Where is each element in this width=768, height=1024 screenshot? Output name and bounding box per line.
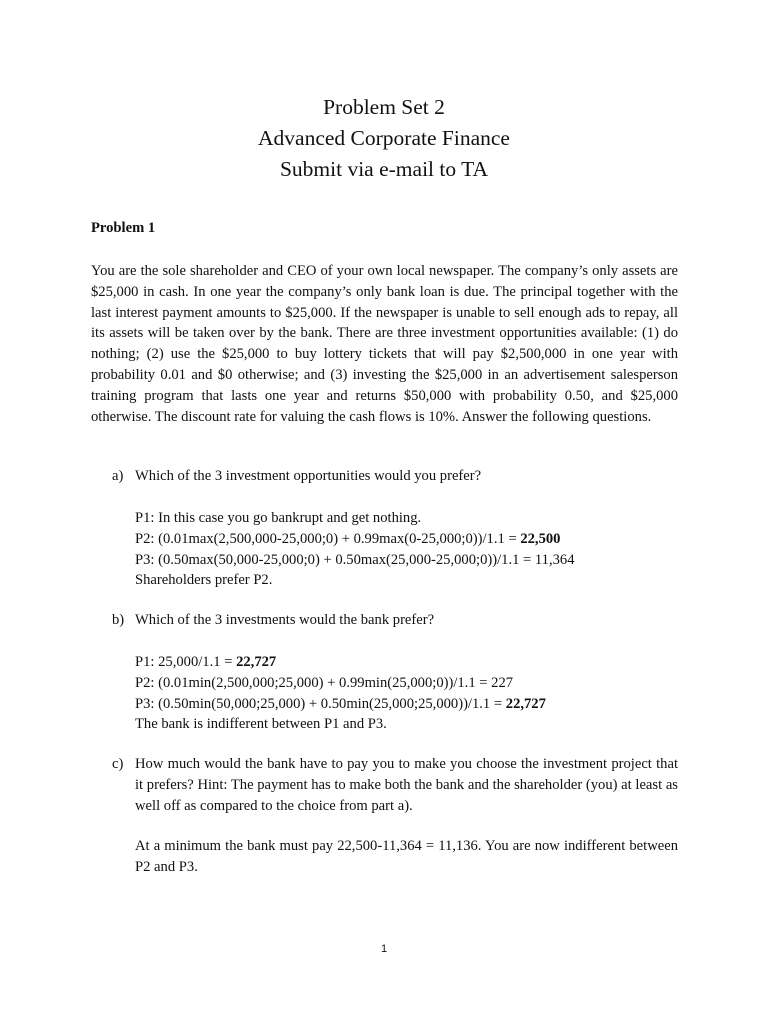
answer-b-p1-formula: P1: 25,000/1.1 = bbox=[135, 654, 237, 670]
answer-a-p2-formula: P2: (0.01max(2,500,000-25,000;0) + 0.99max(0-25,000;0))/1.1 = bbox=[135, 530, 521, 547]
answer-b-p3 bbox=[135, 694, 678, 715]
title-course: Advanced Corporate Finance bbox=[258, 126, 510, 150]
answer-a-p1: P1: In this case you go bankrupt and get nothing. bbox=[135, 510, 422, 526]
problem-1-heading: Problem 1 bbox=[91, 220, 156, 236]
question-b-text: Which of the 3 investments would the bank prefer? bbox=[135, 612, 435, 628]
answer-b-p3-result: 22,727 bbox=[505, 695, 546, 712]
answer-c-text: At a minimum the bank must pay 22,500-11,364 = 11,136. You are now indifferent between P2 and P3. bbox=[135, 838, 678, 875]
answer-b-p1 bbox=[135, 652, 678, 673]
question-a-letter: a) bbox=[112, 468, 124, 484]
question-b-letter: b) bbox=[112, 612, 125, 628]
answer-b bbox=[135, 652, 678, 735]
question-c-letter: c) bbox=[112, 756, 124, 772]
title-problem-set: Problem Set 2 bbox=[323, 95, 445, 119]
answer-b-p2: P2: (0.01min(2,500,000;25,000) + 0.99min(25,000;0))/1.1 = 227 bbox=[135, 674, 514, 691]
answer-a-conclusion: Shareholders prefer P2. bbox=[135, 572, 273, 589]
document-title bbox=[0, 92, 768, 185]
answer-b-p1-result: 22,727 bbox=[236, 654, 277, 670]
question-c-text: How much would the bank have to pay you to make you choose the investment project that it prefers? Hint: The payment has to make both the bank and the shareholder (you) at least as well off as compared to the choice from part a). bbox=[135, 756, 678, 814]
question-a-text: Which of the 3 investment opportunities would you prefer? bbox=[135, 468, 482, 484]
answer-a-p2 bbox=[135, 529, 678, 550]
answer-b-conclusion: The bank is indifferent between P1 and P3. bbox=[135, 716, 387, 733]
answer-a-p2-result: 22,500 bbox=[520, 530, 561, 547]
answer-c bbox=[135, 836, 678, 878]
answer-a bbox=[135, 508, 678, 591]
title-submission: Submit via e-mail to TA bbox=[279, 157, 489, 181]
answer-a-p3: P3: (0.50max(50,000-25,000;0) + 0.50max(25,000-25,000;0))/1.1 = 11,364 bbox=[135, 551, 575, 568]
page-number: 1 bbox=[380, 943, 388, 955]
answer-b-p3-formula: P3: (0.50min(50,000;25,000) + 0.50min(25,000;25,000))/1.1 = bbox=[135, 695, 506, 712]
problem-1-intro: You are the sole shareholder and CEO of your own local newspaper. The company’s only assets are $25,000 in cash. In one year the company’s only bank loan is due. The principal together with the last interest payment amounts to $25,000. If the newspaper is unable to sell enough ads to repay, all its assets will be taken over by the bank. There are three investment opportunities available: (1) do nothing; (2) use the $25,000 to buy lottery tickets that will pay $2,500,000 in one year with probability 0.01 and $0 otherwise; and (3) investing the $25,000 in an advertisement salesperson training program that lasts one year and returns $50,000 with probability 0.50, and $25,000 otherwise. The discount rate for valuing the cash flows is 10%. Answer the following questions. bbox=[91, 263, 678, 425]
